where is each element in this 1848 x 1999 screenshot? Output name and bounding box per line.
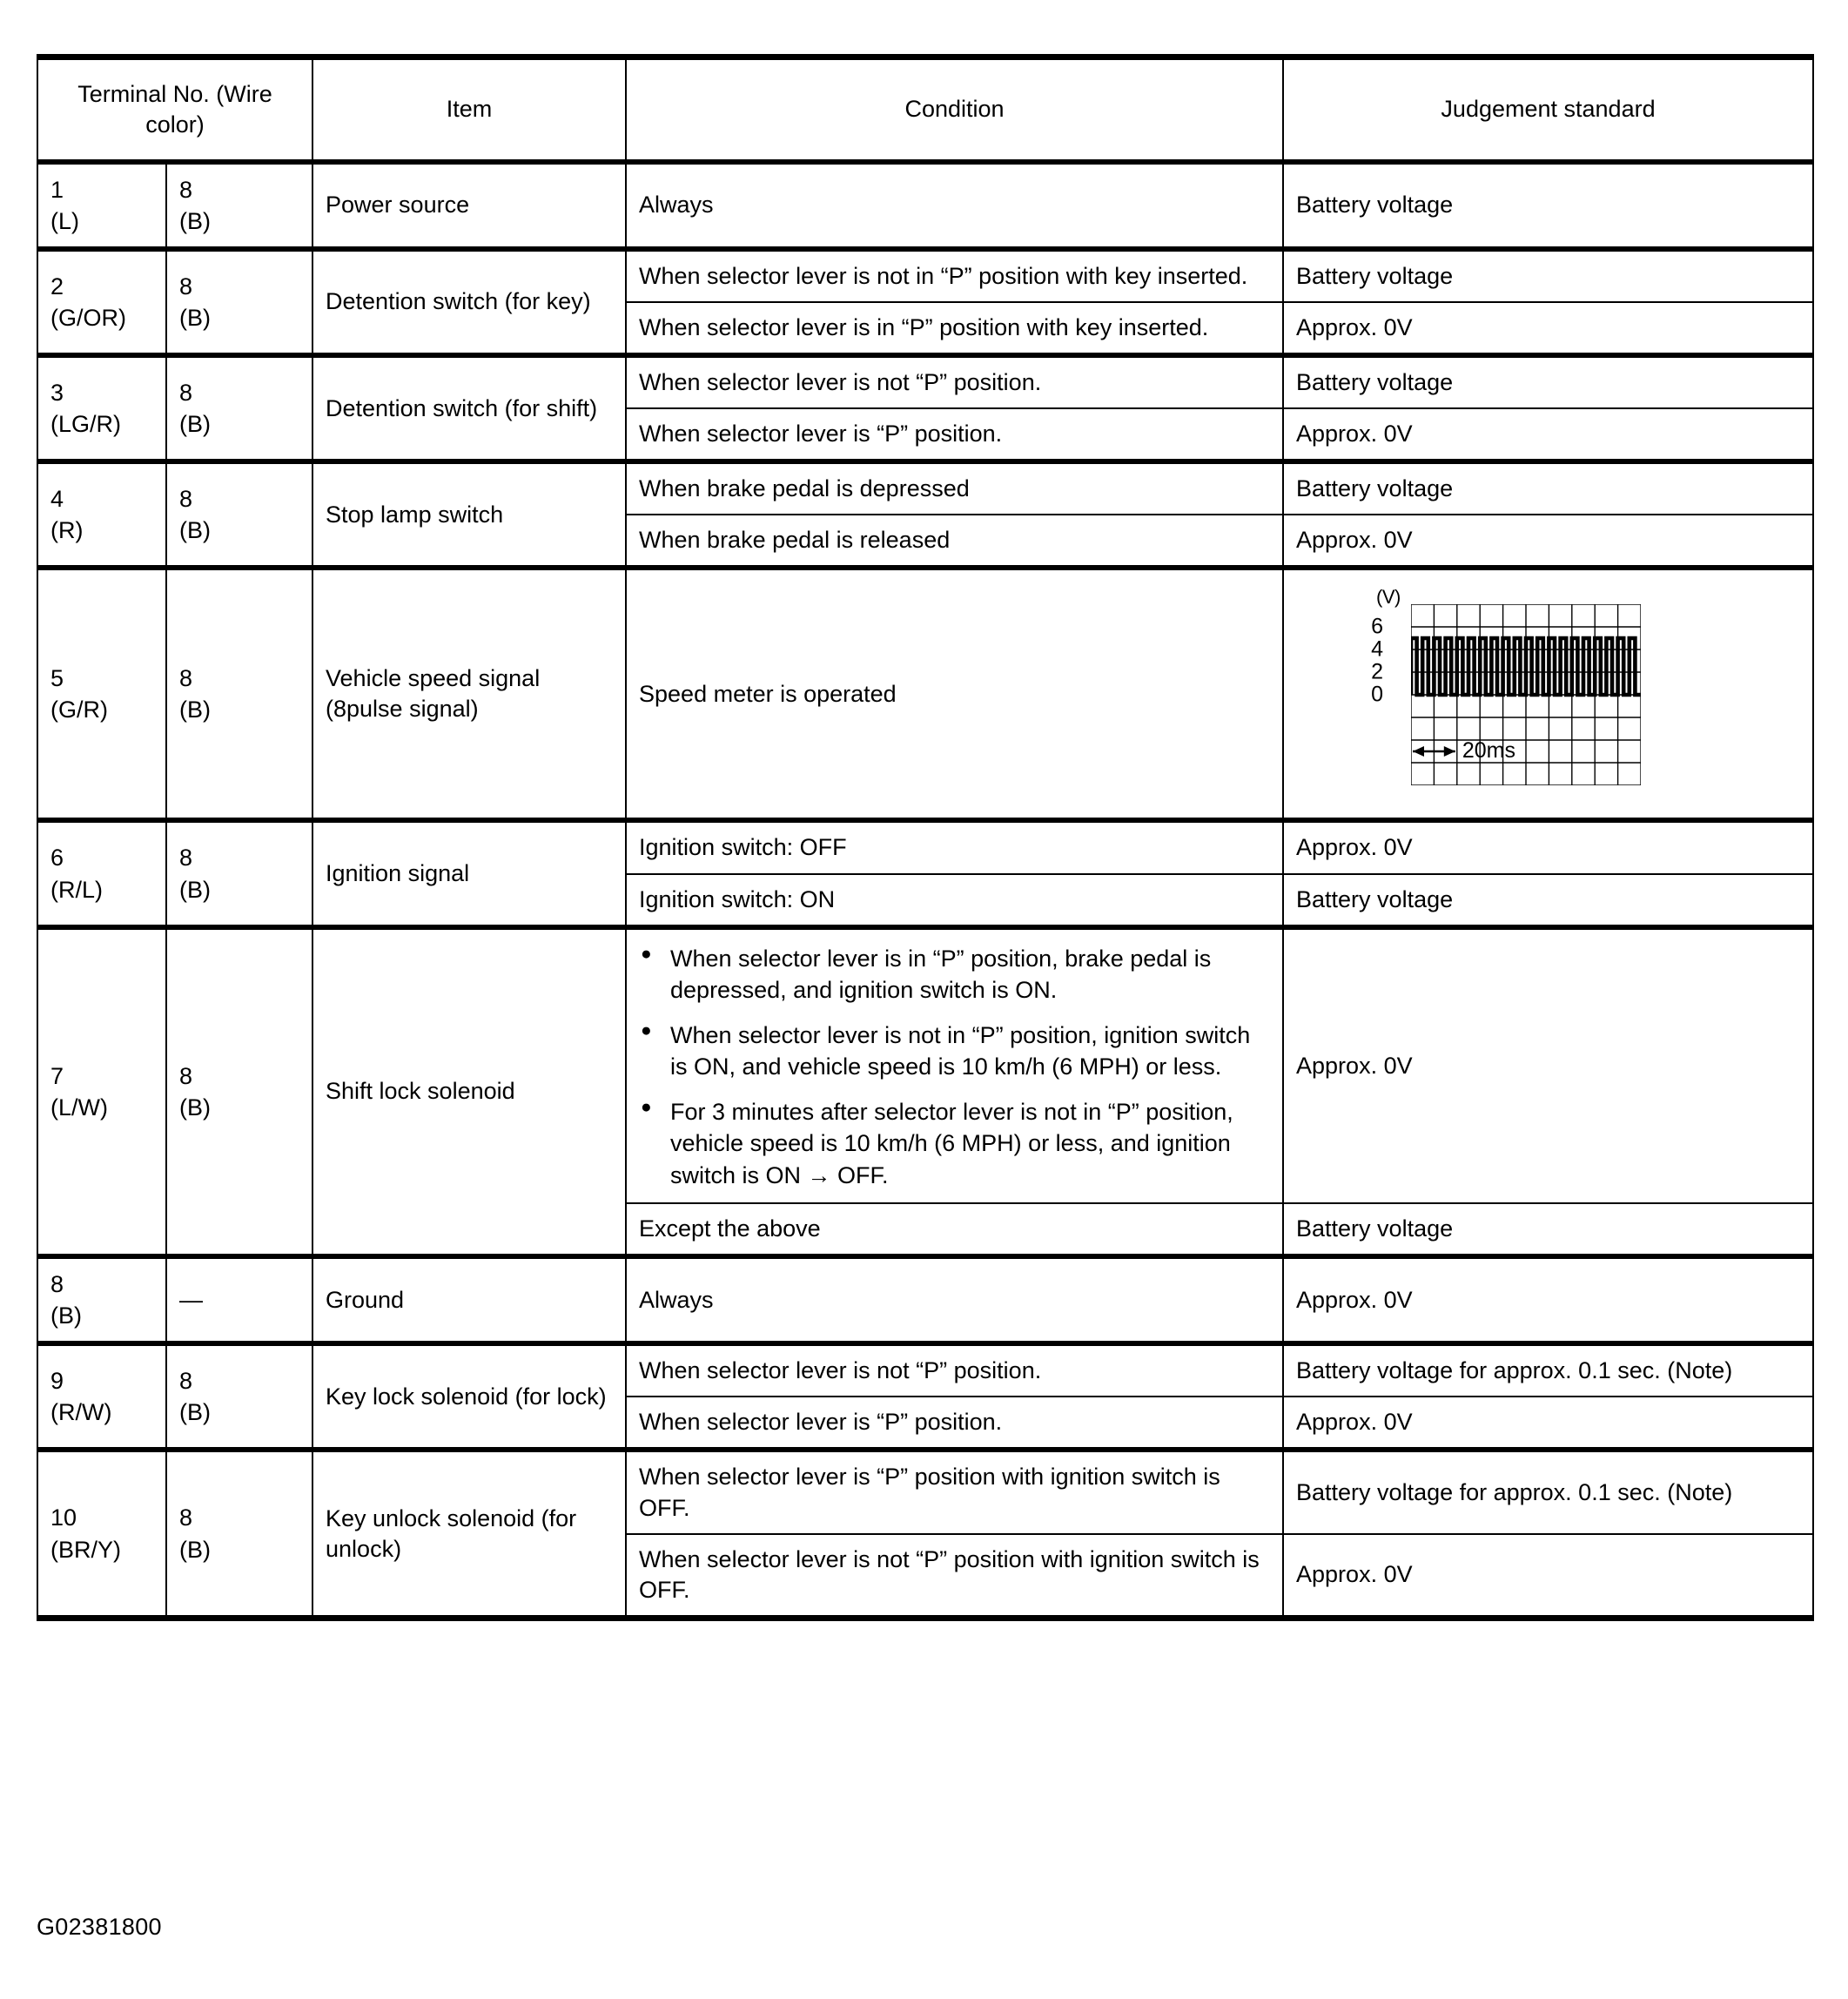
ground-terminal-number: 8 <box>179 845 193 872</box>
column-header-condition: Condition <box>626 57 1283 162</box>
condition-cell: When selector lever is not “P” position. <box>626 1343 1283 1397</box>
item-cell: Vehicle speed signal (8pulse signal) <box>312 568 626 820</box>
terminal-number: 7 <box>50 1062 64 1089</box>
ground-wire-color: (B) <box>179 411 211 438</box>
terminal-wire-color: (G/R) <box>50 697 108 724</box>
waveform-grid <box>1411 604 1641 785</box>
ground-terminal-number: 8 <box>179 486 193 513</box>
terminal-number: 5 <box>50 665 64 692</box>
ground-terminal-cell <box>166 820 312 926</box>
item-cell: Ignition signal <box>312 820 626 926</box>
terminal-wire-color: (G/OR) <box>50 304 126 331</box>
table-header-row <box>37 57 1813 162</box>
ground-wire-color: (B) <box>179 304 211 331</box>
ground-terminal-cell <box>166 461 312 568</box>
item-cell: Ground <box>312 1256 626 1343</box>
table-row <box>37 927 1813 1203</box>
terminal-number-cell <box>37 1450 166 1618</box>
condition-cell: When selector lever is not “P” position. <box>626 355 1283 408</box>
terminal-number: 3 <box>50 379 64 406</box>
terminal-number: 10 <box>50 1504 77 1531</box>
ground-wire-color: (B) <box>179 1536 211 1563</box>
ground-wire-color: (B) <box>179 1399 211 1426</box>
waveform-y-tick: 4 <box>1371 636 1384 662</box>
waveform-y-tick: 2 <box>1371 659 1384 684</box>
judgement-cell: Battery voltage <box>1283 355 1813 408</box>
judgement-cell: Approx. 0V <box>1283 1256 1813 1343</box>
terminal-wire-color: (LG/R) <box>50 411 121 438</box>
condition-cell: When selector lever is “P” position. <box>626 1397 1283 1450</box>
condition-cell: When brake pedal is released <box>626 515 1283 568</box>
judgement-cell: Battery voltage <box>1283 874 1813 927</box>
ground-wire-color: (B) <box>179 517 211 544</box>
ground-terminal-number: 8 <box>179 1062 193 1089</box>
condition-cell: When selector lever is “P” position. <box>626 408 1283 461</box>
terminal-number-cell <box>37 1256 166 1343</box>
condition-cell: Ignition switch: OFF <box>626 820 1283 873</box>
judgement-cell: Battery voltage <box>1283 249 1813 302</box>
judgement-cell: Approx. 0V <box>1283 820 1813 873</box>
terminal-number-cell <box>37 927 166 1256</box>
judgement-cell: Approx. 0V <box>1283 1397 1813 1450</box>
table-row <box>37 1450 1813 1533</box>
waveform-time-scale-label: 20ms <box>1462 738 1515 764</box>
table-row <box>37 1256 1813 1343</box>
ground-terminal-number: — <box>179 1286 203 1313</box>
terminal-wire-color: (R/L) <box>50 876 103 903</box>
ground-terminal-cell <box>166 927 312 1256</box>
terminal-number: 6 <box>50 845 64 872</box>
condition-bullet: ● For 3 minutes after selector lever is not in “P” position, vehicle speed is 10 km/h (6 MPH) or less, and ignition switch is ON → OFF. <box>639 1096 1270 1191</box>
condition-cell: Ignition switch: ON <box>626 874 1283 927</box>
terminal-number-cell <box>37 355 166 461</box>
table-row <box>37 1343 1813 1397</box>
ground-terminal-number: 8 <box>179 665 193 692</box>
waveform-y-tick: 0 <box>1371 682 1384 707</box>
terminal-number: 2 <box>50 273 64 300</box>
ground-wire-color: (B) <box>179 1094 211 1121</box>
judgement-cell: Battery voltage for approx. 0.1 sec. (Note) <box>1283 1450 1813 1533</box>
ground-wire-color: (B) <box>179 207 211 234</box>
ground-wire-color: (B) <box>179 876 211 903</box>
column-header-judgement: Judgement standard <box>1283 57 1813 162</box>
ground-terminal-number: 8 <box>179 379 193 406</box>
judgement-cell: Battery voltage for approx. 0.1 sec. (Note) <box>1283 1343 1813 1397</box>
condition-bullet-list <box>639 943 1270 1191</box>
condition-bullet: ● When selector lever is in “P” position, brake pedal is depressed, and ignition switch is ON. <box>639 943 1270 1006</box>
ground-terminal-cell <box>166 1343 312 1450</box>
table-row <box>37 355 1813 408</box>
terminal-wire-color: (B) <box>50 1302 82 1329</box>
ground-terminal-number: 8 <box>179 273 193 300</box>
terminal-wire-color: (R/W) <box>50 1399 112 1426</box>
terminal-number-cell <box>37 1343 166 1450</box>
terminal-number: 8 <box>50 1270 64 1297</box>
item-cell: Shift lock solenoid <box>312 927 626 1256</box>
column-header-terminal: Terminal No. (Wire color) <box>37 57 312 162</box>
ground-terminal-number: 8 <box>179 1368 193 1395</box>
terminal-number-cell <box>37 461 166 568</box>
judgement-cell: Approx. 0V <box>1283 515 1813 568</box>
item-cell: Key lock solenoid (for lock) <box>312 1343 626 1450</box>
figure-reference-code: G02381800 <box>37 1914 162 1940</box>
judgement-cell: Battery voltage <box>1283 461 1813 515</box>
terminal-spec-table <box>37 54 1814 1621</box>
judgement-cell: Approx. 0V <box>1283 1534 1813 1619</box>
condition-cell: When selector lever is not “P” position with ignition switch is OFF. <box>626 1534 1283 1619</box>
ground-terminal-cell <box>166 568 312 820</box>
judgement-cell <box>1283 568 1813 820</box>
judgement-cell: Battery voltage <box>1283 1203 1813 1256</box>
terminal-number-cell <box>37 568 166 820</box>
condition-cell: When selector lever is in “P” position with key inserted. <box>626 302 1283 355</box>
condition-cell: When selector lever is not in “P” position with key inserted. <box>626 249 1283 302</box>
terminal-wire-color: (L) <box>50 207 79 234</box>
terminal-number: 1 <box>50 176 64 203</box>
item-cell: Stop lamp switch <box>312 461 626 568</box>
ground-terminal-cell <box>166 162 312 249</box>
judgement-cell: Approx. 0V <box>1283 927 1813 1203</box>
table-row <box>37 568 1813 820</box>
waveform-unit-label: (V) <box>1376 586 1401 609</box>
table-body <box>37 162 1813 1619</box>
item-cell: Detention switch (for shift) <box>312 355 626 461</box>
ground-terminal-cell <box>166 1450 312 1618</box>
vehicle-speed-waveform-figure <box>1371 585 1648 803</box>
ground-terminal-cell <box>166 1256 312 1343</box>
condition-cell: Always <box>626 162 1283 249</box>
judgement-cell: Approx. 0V <box>1283 302 1813 355</box>
terminal-wire-color: (BR/Y) <box>50 1536 121 1563</box>
condition-bullet: ● When selector lever is not in “P” position, ignition switch is ON, and vehicle speed is 10 km/h (6 MPH) or less. <box>639 1020 1270 1082</box>
condition-cell: When selector lever is “P” position with ignition switch is OFF. <box>626 1450 1283 1533</box>
condition-cell: Speed meter is operated <box>626 568 1283 820</box>
judgement-cell: Battery voltage <box>1283 162 1813 249</box>
condition-cell <box>626 927 1283 1203</box>
terminal-wire-color: (L/W) <box>50 1094 108 1121</box>
ground-terminal-cell <box>166 249 312 355</box>
ground-terminal-cell <box>166 355 312 461</box>
condition-cell: Always <box>626 1256 1283 1343</box>
column-header-item: Item <box>312 57 626 162</box>
condition-cell: When brake pedal is depressed <box>626 461 1283 515</box>
item-cell: Detention switch (for key) <box>312 249 626 355</box>
condition-cell: Except the above <box>626 1203 1283 1256</box>
item-cell: Key unlock solenoid (for unlock) <box>312 1450 626 1618</box>
terminal-wire-color: (R) <box>50 517 84 544</box>
ground-terminal-number: 8 <box>179 176 193 203</box>
terminal-number: 9 <box>50 1368 64 1395</box>
item-cell: Power source <box>312 162 626 249</box>
terminal-number: 4 <box>50 486 64 513</box>
terminal-number-cell <box>37 162 166 249</box>
waveform-y-tick: 6 <box>1371 614 1384 639</box>
terminal-number-cell <box>37 249 166 355</box>
table-row <box>37 461 1813 515</box>
table-row <box>37 162 1813 249</box>
table-row <box>37 249 1813 302</box>
ground-terminal-number: 8 <box>179 1504 193 1531</box>
ground-wire-color: (B) <box>179 697 211 724</box>
judgement-cell: Approx. 0V <box>1283 408 1813 461</box>
terminal-number-cell <box>37 820 166 926</box>
table-row <box>37 820 1813 873</box>
